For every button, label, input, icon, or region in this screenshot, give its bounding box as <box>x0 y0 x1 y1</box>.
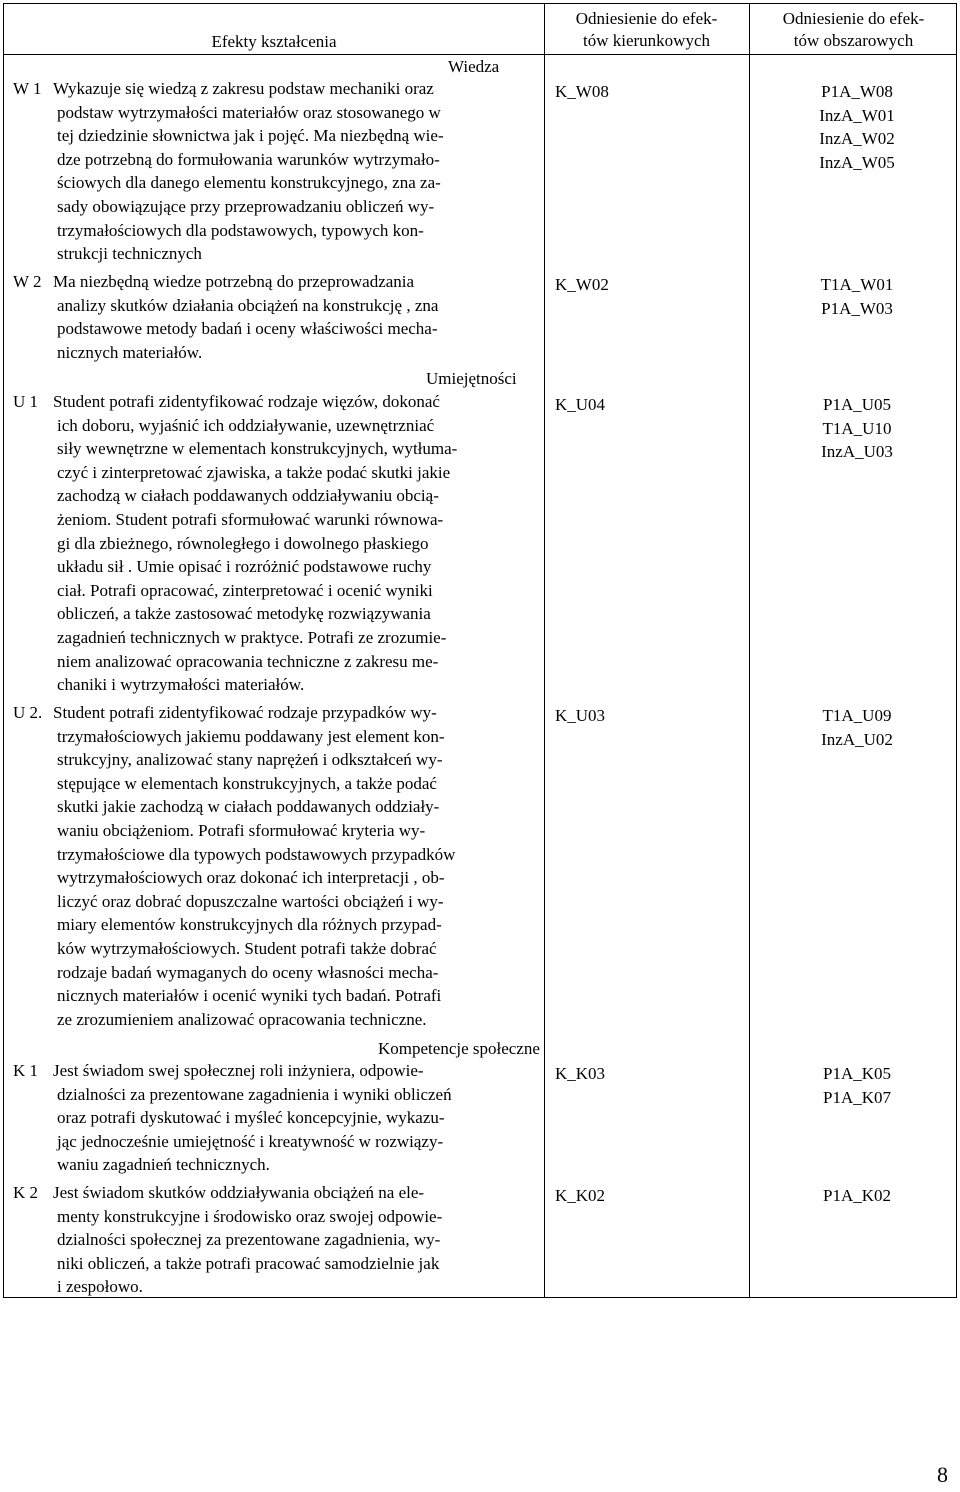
outcome-text: Jest świadom skutków oddziaływania obciążeń na ele- <box>53 1183 425 1202</box>
header-kierunkowe-line-1: Odniesienie do efek- <box>575 9 718 28</box>
header-kierunkowe-line-2: tów kierunkowych <box>582 31 710 50</box>
obsz-code: P1A_K07 <box>822 1087 891 1107</box>
outcome-text: dze potrzebną do formułowania warunków wytrzymało- <box>57 149 440 169</box>
obsz-codes <box>757 1184 957 1208</box>
outcome-text: czyć i zinterpretować zjawiska, a także podać skutki jakie <box>57 462 451 482</box>
outcome-text: Jest świadom swej społecznej roli inżyniera, odpowie- <box>53 1061 424 1080</box>
outcome-text: niem analizować opracowania techniczne z zakresu me- <box>57 651 439 671</box>
outcome-text: liczyć oraz dobrać dopuszczalne wartości obciążeń i wy- <box>57 891 444 911</box>
outcome-text: zachodzą w ciałach poddawanych oddziaływaniu obcią- <box>57 486 439 506</box>
outcome-text: waniu obciążeniom. Potrafi sformułować kryteria wy- <box>57 820 426 840</box>
outcome-text: strukcji technicznych <box>57 244 202 264</box>
outcome-text: waniu zagadnień technicznych. <box>57 1155 270 1175</box>
outcome-text: chaniki i wytrzymałości materiałów. <box>57 675 305 695</box>
obsz-codes <box>757 80 957 174</box>
outcome-id: W 2 <box>13 272 42 291</box>
outcome-text: podstaw wytrzymałości materiałów oraz stosowanego w <box>57 102 441 122</box>
outcome-text: menty konstrukcyjne i środowisko oraz swojej odpowie- <box>57 1206 443 1226</box>
kier-code: K_K03 <box>555 1064 606 1083</box>
outcome-text: strukcyjny, analizować stany naprężeń i odkształceń wy- <box>57 750 443 770</box>
outcome-id: K 2 <box>13 1183 39 1202</box>
header-kierunkowe <box>544 8 749 52</box>
outcome-text: żeniom. Student potrafi sformułować warunki równowa- <box>57 509 444 529</box>
header-effects: Efekty kształcenia <box>211 32 337 51</box>
outcome-text: jąc jednocześnie umiejętność i kreatywność w rozwiązy- <box>57 1131 444 1151</box>
outcome-text: gi dla zbieżnego, równoległego i dowolnego płaskiego <box>57 533 429 553</box>
obsz-code: T1A_U10 <box>822 418 892 438</box>
obsz-codes <box>757 273 957 320</box>
outcome-text: trzymałościowych jakiemu poddawany jest element kon- <box>57 726 445 746</box>
obsz-code: P1A_K02 <box>822 1186 891 1205</box>
outcome-text: sady obowiązujące przy przeprowadzaniu obliczeń wy- <box>57 196 435 216</box>
obsz-code: InzA_W02 <box>819 129 895 149</box>
learning-outcomes-table <box>3 3 957 1298</box>
outcome-text: siły wewnętrzne w elementach konstrukcyjnych, wytłuma- <box>57 439 458 459</box>
outcome-text: trzymałościowych dla podstawowych, typowych kon- <box>57 220 424 240</box>
obsz-code: T1A_W01 <box>820 275 894 294</box>
outcome-text: stępujące w elementach konstrukcyjnych, a także podać <box>57 773 437 793</box>
outcome-id: K 1 <box>13 1061 39 1080</box>
outcome-text: tej dziedzinie słownictwa jak i pojęć. Ma niezbędną wie- <box>57 126 444 146</box>
outcome-text: i zespołowo. <box>57 1277 143 1297</box>
obsz-code: P1A_U05 <box>822 395 891 414</box>
obsz-code: InzA_U03 <box>821 442 893 462</box>
outcome-text: rodzaje badań wymaganych do oceny własności mecha- <box>57 962 439 982</box>
outcome-text: ściowych dla danego elementu konstrukcyjnego, zna za- <box>57 173 441 193</box>
outcome-text: ze zrozumieniem analizować opracowania techniczne. <box>57 1009 427 1029</box>
outcome-text: oraz potrafi dyskutować i myśleć koncepcyjnie, wykazu- <box>57 1108 445 1128</box>
kier-code: K_U03 <box>555 706 606 725</box>
outcome-text: analizy skutków działania obciążeń na konstrukcję , zna <box>57 295 439 315</box>
outcome-u2 <box>13 701 548 1031</box>
outcome-text: trzymałościowe dla typowych podstawowych przypadków <box>57 844 456 864</box>
kier-code: K_W08 <box>555 82 609 101</box>
section-umiejetnosci: Umiejętności <box>426 369 517 388</box>
outcome-k1 <box>13 1059 548 1177</box>
outcome-text: układu sił . Umie opisać i rozróżnić podstawowe ruchy <box>57 557 432 577</box>
section-kompetencje: Kompetencje społeczne <box>378 1039 540 1058</box>
obsz-code: P1A_W03 <box>821 298 893 318</box>
outcome-text: wytrzymałościowych oraz dokonać ich interpretacji , ob- <box>57 868 445 888</box>
outcome-id: U 2. <box>13 703 43 722</box>
outcome-text: Student potrafi zidentyfikować rodzaje przypadków wy- <box>53 703 437 722</box>
outcome-id: W 1 <box>13 79 42 98</box>
obsz-code: InzA_W01 <box>819 105 895 125</box>
outcome-text: zagadnień technicznych w praktyce. Potrafi ze zrozumie- <box>57 627 447 647</box>
obsz-code: InzA_W05 <box>819 152 895 172</box>
outcome-u1 <box>13 390 548 697</box>
outcome-text: Wykazuje się wiedzą z zakresu podstaw mechaniki oraz <box>53 79 434 98</box>
kier-code: K_U04 <box>555 395 606 414</box>
kier-code: K_K02 <box>555 1186 606 1205</box>
obsz-code: InzA_U02 <box>821 729 893 749</box>
obsz-code: P1A_W08 <box>821 82 893 101</box>
header-obszarowe <box>749 8 958 52</box>
section-wiedza: Wiedza <box>448 57 500 76</box>
outcome-text: ków wytrzymałościowych. Student potrafi także dobrać <box>57 938 437 958</box>
outcome-k2 <box>13 1181 548 1299</box>
header-divider <box>4 54 956 55</box>
obsz-codes <box>757 1062 957 1109</box>
obsz-codes <box>757 704 957 751</box>
kier-code: K_W02 <box>555 275 609 294</box>
outcome-w2 <box>13 270 548 364</box>
outcome-text: miary elementów konstrukcyjnych dla różnych przypad- <box>57 915 442 935</box>
outcome-id: U 1 <box>13 392 39 411</box>
header-obszarowe-line-1: Odniesienie do efek- <box>782 9 925 28</box>
obsz-code: P1A_K05 <box>822 1064 891 1083</box>
header-obszarowe-line-2: tów obszarowych <box>793 31 914 50</box>
outcome-w1 <box>13 77 548 266</box>
outcome-text: dzialności społecznej za prezentowane zagadnienia, wy- <box>57 1230 441 1250</box>
outcome-text: niki obliczeń, a także potrafi pracować samodzielnie jak <box>57 1253 440 1273</box>
outcome-text: Student potrafi zidentyfikować rodzaje więzów, dokonać <box>53 392 440 411</box>
outcome-text: Ma niezbędną wiedze potrzebną do przeprowadzania <box>53 272 415 291</box>
obsz-codes <box>757 393 957 464</box>
page-number: 8 <box>937 1462 948 1487</box>
column-divider-2 <box>749 4 750 1297</box>
outcome-text: ich doboru, wyjaśnić ich oddziaływanie, uzewnętrzniać <box>57 415 435 435</box>
outcome-text: dzialności za prezentowane zagadnienia i wyniki obliczeń <box>57 1084 452 1104</box>
outcome-text: obliczeń, a także zastosować metodykę rozwiązywania <box>57 604 431 624</box>
outcome-text: nicznych materiałów. <box>57 342 203 362</box>
outcome-text: ciał. Potrafi opracować, zinterpretować i ocenić wyniki <box>57 580 433 600</box>
outcome-text: nicznych materiałów i ocenić wyniki tych badań. Potrafi <box>57 986 442 1006</box>
outcome-text: podstawowe metody badań i oceny właściwości mecha- <box>57 319 438 339</box>
obsz-code: T1A_U09 <box>822 706 892 725</box>
outcome-text: skutki jakie zachodzą w ciałach poddawanych oddziały- <box>57 797 440 817</box>
